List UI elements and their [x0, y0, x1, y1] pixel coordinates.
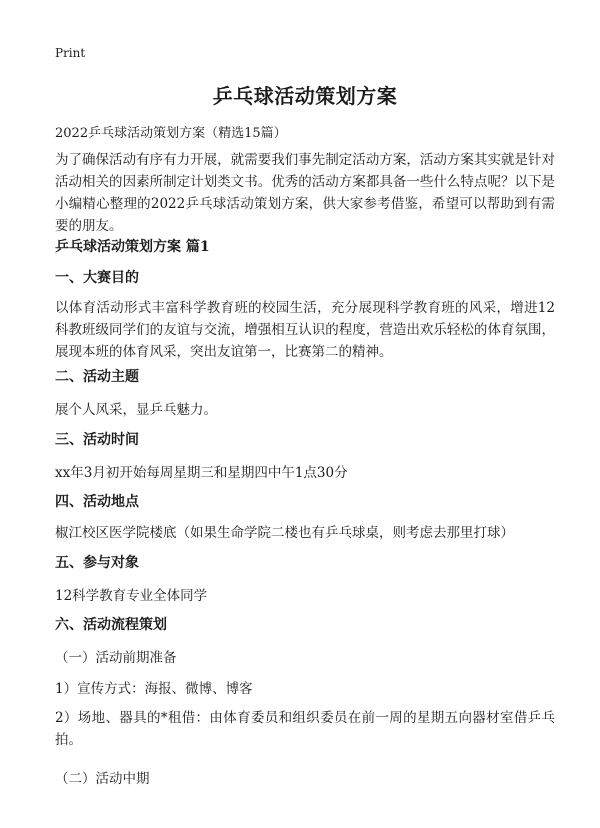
heading-purpose: 一、大赛目的 [55, 270, 139, 286]
intro-paragraph: 为了确保活动有序有力开展，就需要我们事先制定活动方案，活动方案其实就是针对活动相关的因素所制定计划类文书。优秀的活动方案都具备一些什么特点呢？以下是小编精心整理的2022乒乓球活动策划方案，供大家参考借鉴，希望可以帮助到有需要的朋友。 [55, 152, 555, 234]
list-item-venue: 2）场地、器具的*租借：由体育委员和组织委员在前一周的星期五向器材室借乒乓拍。 [55, 710, 555, 748]
paragraph-time: xx年3月初开始每周星期三和星期四中午1点30分 [55, 465, 348, 481]
heading-theme: 二、活动主题 [55, 369, 139, 385]
paragraph-participants: 12科学教育专业全体同学 [55, 588, 208, 604]
section-title: 乒乓球活动策划方案 篇1 [55, 239, 210, 255]
document-title: 乒乓球活动策划方案 [212, 84, 398, 108]
subheading-midterm: （二）活动中期 [55, 771, 150, 787]
heading-process: 六、活动流程策划 [55, 617, 167, 633]
document-subtitle: 2022乒乓球活动策划方案（精选15篇） [55, 126, 287, 141]
paragraph-purpose: 以体育活动形式丰富科学教育班的校园生活，充分展现科学教育班的风采，增进12科教班级同学们的友谊与交流，增强相互认识的程度，营造出欢乐轻松的体育氛围，展现本班的体育风采，突出友谊第一，比赛第二的精神。 [55, 300, 555, 360]
paragraph-theme: 展个人风采，显乒乓魅力。 [55, 402, 217, 418]
heading-participants: 五、参与对象 [55, 555, 139, 571]
subheading-preparation: （一）活动前期准备 [55, 650, 177, 666]
print-label: Print [55, 46, 86, 60]
heading-time: 三、活动时间 [55, 432, 139, 448]
list-item-publicity: 1）宣传方式：海报、微博、博客 [55, 681, 253, 697]
paragraph-location: 椒江校区医学院楼底（如果生命学院二楼也有乒乓球桌，则考虑去那里打球） [55, 525, 514, 541]
heading-location: 四、活动地点 [55, 494, 139, 510]
